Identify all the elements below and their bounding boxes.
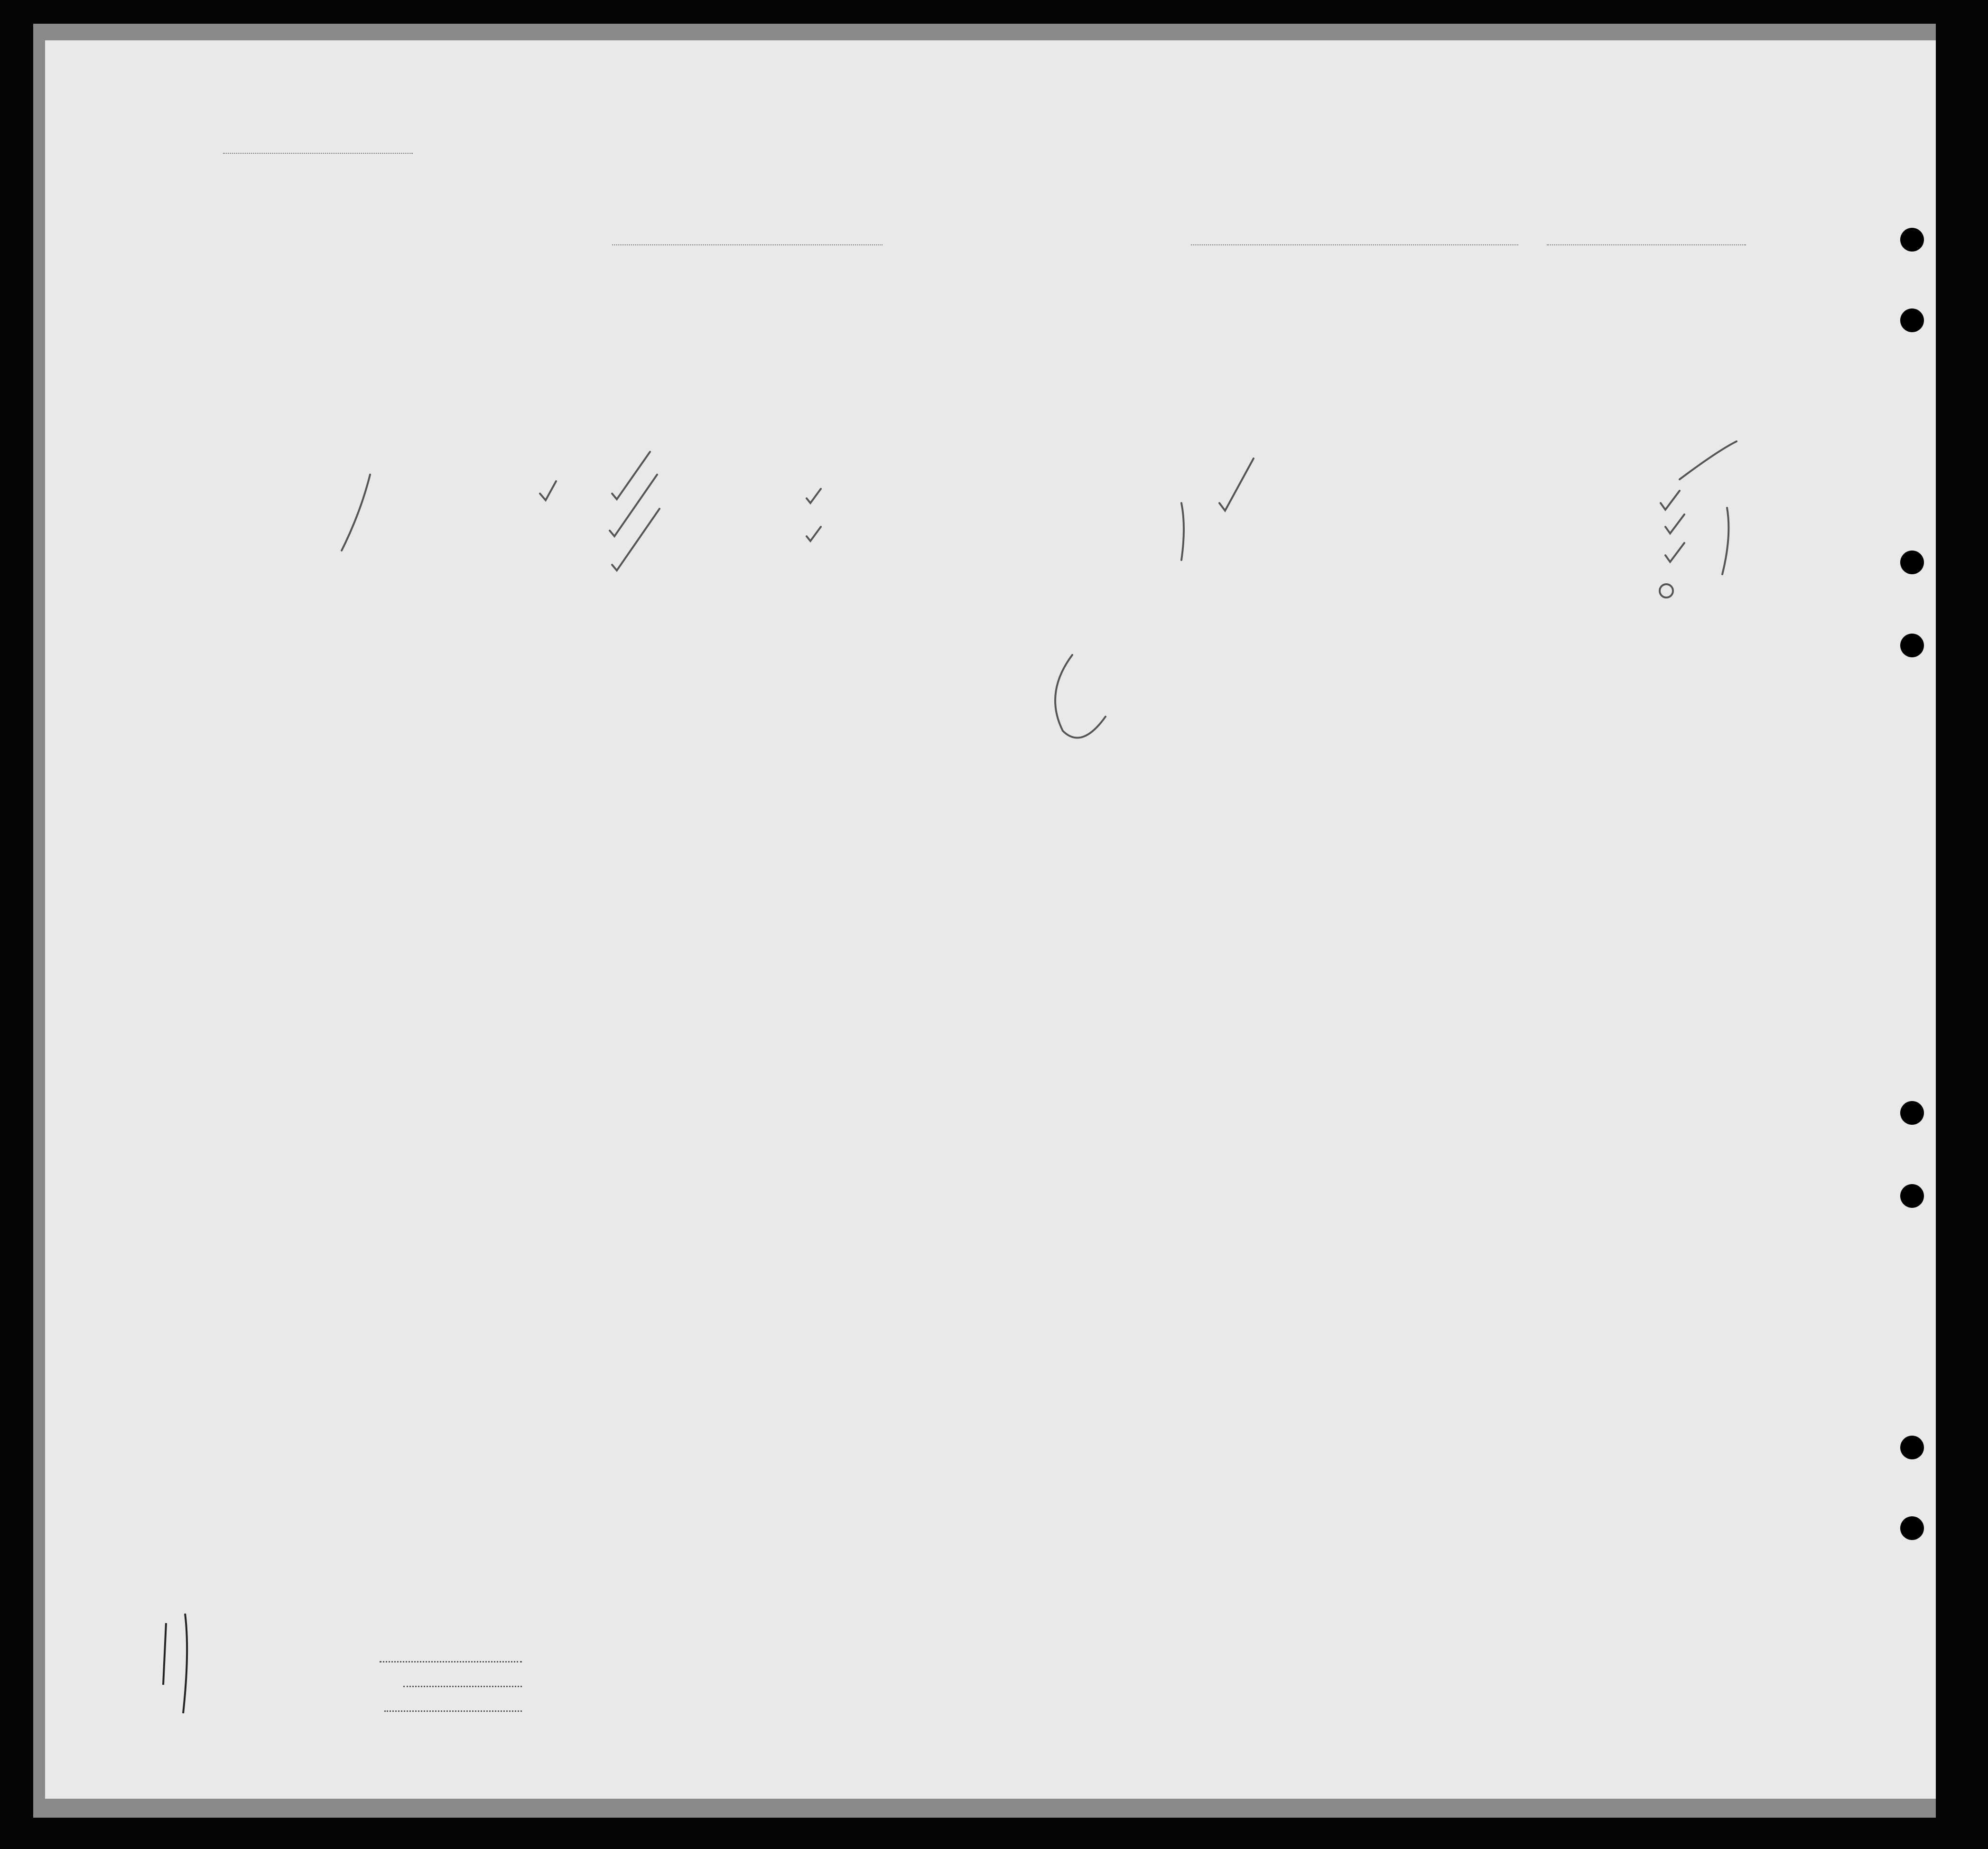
binder-hole: [1900, 308, 1924, 332]
check-mark: [807, 489, 821, 503]
pen-stroke: [1181, 503, 1184, 560]
binder-hole: [1900, 228, 1924, 252]
pen-stroke: [1680, 441, 1737, 479]
check-mark: [1661, 491, 1680, 510]
circle-mark: [1660, 584, 1673, 598]
binder-hole: [1900, 634, 1924, 657]
check-mark: [612, 509, 660, 570]
pen-stroke: [163, 1623, 166, 1685]
binder-hole: [1900, 551, 1924, 574]
pen-stroke: [342, 475, 370, 551]
total-passengers-line: [380, 1661, 522, 1662]
check-mark: [610, 475, 657, 536]
check-mark: [807, 527, 821, 541]
binder-hole: [1900, 1436, 1924, 1459]
pen-stroke: [1722, 508, 1728, 574]
signature-loop: [1055, 655, 1105, 738]
pen-stroke: [183, 1614, 187, 1713]
binder-hole: [1900, 1516, 1924, 1540]
aliens-line: [384, 1710, 522, 1712]
check-mark: [540, 481, 556, 500]
check-mark: [1665, 514, 1684, 533]
binder-hole: [1900, 1184, 1924, 1208]
binder-hole: [1900, 1101, 1924, 1125]
check-mark: [1665, 543, 1684, 562]
check-mark: [1219, 458, 1254, 511]
us-citizens-line: [403, 1686, 522, 1687]
